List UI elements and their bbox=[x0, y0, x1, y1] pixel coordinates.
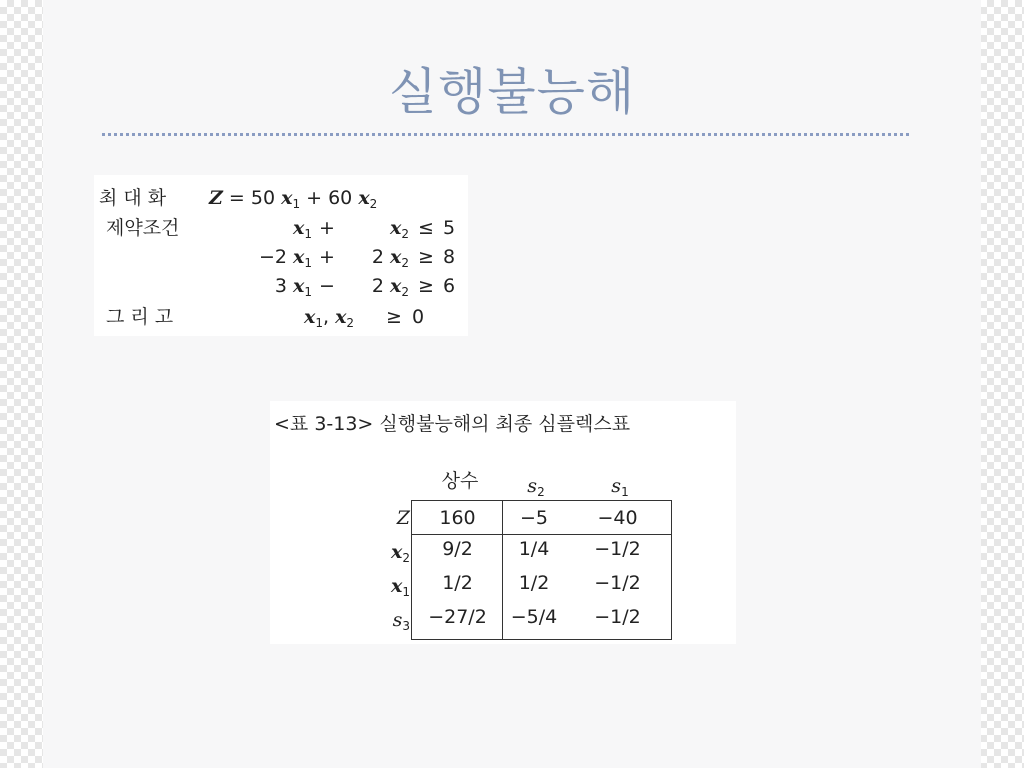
cell-x2-const: 9/2 bbox=[442, 538, 473, 560]
slide-title: 실행불능해 bbox=[388, 63, 636, 121]
constraint-2-a2: 2 $x_2$ bbox=[371, 246, 409, 270]
row-label-x1: $x_1$ bbox=[391, 575, 410, 599]
header-constant: 상수 bbox=[441, 470, 479, 492]
row-label-z: Z bbox=[396, 507, 410, 529]
nonnegativity: $x_1$, $x_2$ bbox=[304, 306, 355, 330]
constraint-3-op: − bbox=[319, 275, 335, 297]
constraint-3-a2: 2 $x_2$ bbox=[371, 275, 409, 299]
constraint-2-op: + bbox=[319, 246, 335, 268]
table-column-divider bbox=[502, 500, 503, 639]
constraint-3-rhs: 6 bbox=[443, 275, 456, 297]
constraint-1-a2: $x_2$ bbox=[390, 217, 409, 241]
cell-x2-s1: −1/2 bbox=[594, 538, 641, 560]
constraint-2-rel: ≥ bbox=[418, 246, 434, 268]
and-label: 그 리 고 bbox=[106, 306, 174, 328]
cell-s3-const: −27/2 bbox=[428, 606, 487, 628]
cell-x1-s1: −1/2 bbox=[594, 572, 641, 594]
constraints-label: 제약조건 bbox=[106, 217, 180, 239]
row-label-x2: $x_2$ bbox=[391, 541, 410, 565]
cell-x1-s2: 1/2 bbox=[518, 572, 550, 594]
cell-x1-const: 1/2 bbox=[442, 572, 473, 594]
constraint-1-rel: ≤ bbox=[418, 217, 434, 239]
cell-s3-s1: −1/2 bbox=[594, 606, 641, 628]
slide bbox=[43, 0, 981, 768]
objective-function: Z = 50 $x_1 + 60$ $x_2$ bbox=[209, 187, 378, 211]
constraint-1-op: + bbox=[319, 217, 335, 239]
constraint-3-rel: ≥ bbox=[418, 275, 434, 297]
cell-x2-s2: 1/4 bbox=[518, 538, 550, 560]
constraint-2-a1: −2 $x_1$ bbox=[258, 246, 312, 270]
lp-formulation bbox=[94, 175, 468, 336]
table-caption: <표 3-13> 실행불능해의 최종 심플렉스표 bbox=[274, 413, 631, 435]
maximize-label: 최 대 화 bbox=[99, 187, 167, 209]
title-divider bbox=[102, 133, 909, 136]
header-s2: $s_2$ bbox=[527, 475, 545, 499]
table-row-divider bbox=[411, 534, 671, 535]
constraint-1-a1: $x_1$ bbox=[293, 217, 312, 241]
header-s1: $s_1$ bbox=[611, 475, 629, 499]
cell-z-s1: −40 bbox=[597, 507, 638, 529]
row-label-s3: $s_3$ bbox=[392, 609, 410, 633]
nonneg-rel: ≥ bbox=[386, 306, 402, 328]
simplex-table bbox=[270, 401, 736, 644]
nonneg-rhs: 0 bbox=[412, 306, 425, 328]
cell-z-s2: −5 bbox=[519, 507, 548, 529]
cell-s3-s2: −5/4 bbox=[510, 606, 558, 628]
constraint-3-a1: 3 $x_1$ bbox=[274, 275, 312, 299]
constraint-1-rhs: 5 bbox=[443, 217, 456, 239]
constraint-2-rhs: 8 bbox=[443, 246, 456, 268]
cell-z-const: 160 bbox=[439, 507, 476, 529]
